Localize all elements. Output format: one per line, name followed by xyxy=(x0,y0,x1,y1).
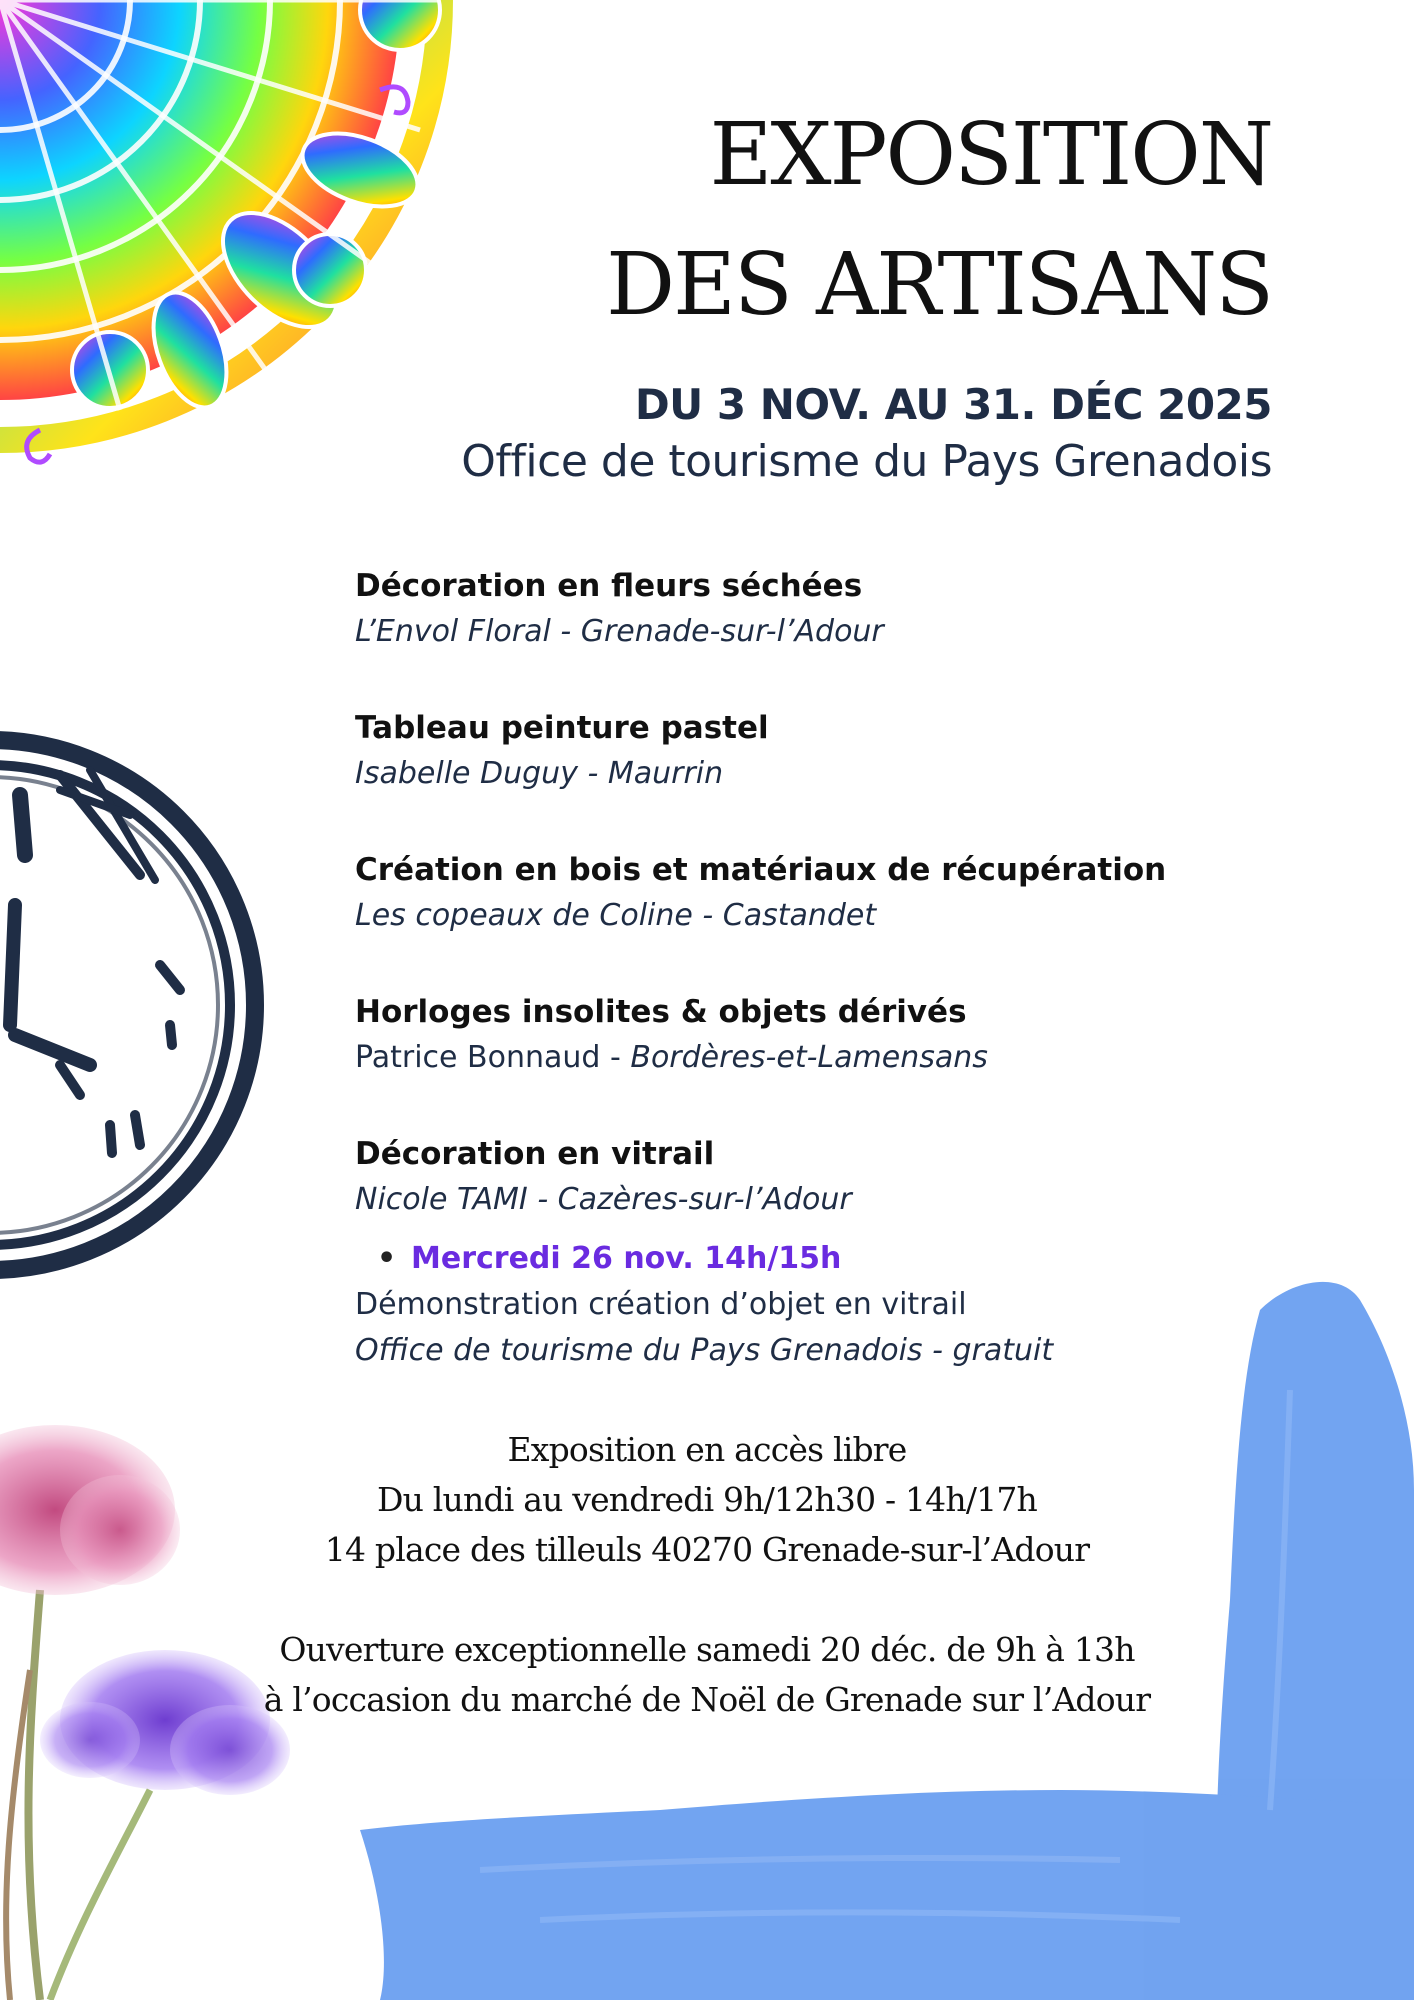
event-description: Démonstration création d’objet en vitrail xyxy=(355,1287,967,1322)
venue-name: Office de tourisme du Pays Grenadois xyxy=(461,436,1272,487)
artisan-item xyxy=(355,847,1315,939)
artisan-list xyxy=(355,563,1315,1273)
event-date-text: Mercredi 26 nov. 14h/15h xyxy=(411,1241,842,1276)
artisan-title: Tableau peinture pastel xyxy=(355,710,769,746)
artisan-title: Décoration en vitrail xyxy=(355,1136,715,1172)
event-date xyxy=(355,1236,1355,1282)
info-access: Exposition en accès libre xyxy=(507,1430,907,1469)
artisan-subtitle xyxy=(355,1035,1315,1081)
artisan-item xyxy=(355,989,1315,1081)
event-location: Office de tourisme du Pays Grenadois - gratuit xyxy=(355,1333,1054,1368)
artisan-title: Création en bois et matériaux de récupération xyxy=(355,852,1167,888)
artisan-title: Décoration en fleurs séchées xyxy=(355,568,863,604)
artisan-subtitle: Isabelle Duguy - Maurrin xyxy=(355,756,724,791)
artisan-place: Bordères-et-Lamensans xyxy=(630,1040,988,1075)
artisan-subtitle: Les copeaux de Coline - Castandet xyxy=(355,898,877,933)
artisan-item xyxy=(355,705,1315,797)
exhibition-dates: DU 3 NOV. AU 31. DÉC 2025 xyxy=(634,380,1272,429)
title-line-1: EXPOSITION xyxy=(709,105,1272,205)
artisan-subtitle: L’Envol Floral - Grenade-sur-l’Adour xyxy=(355,614,884,649)
info-address: 14 place des tilleuls 40270 Grenade-sur-l’Adour xyxy=(324,1530,1090,1569)
info-occasion: à l’occasion du marché de Noël de Grenade sur l’Adour xyxy=(263,1680,1151,1719)
artisan-name: Patrice Bonnaud - xyxy=(355,1040,631,1075)
info-special-opening: Ouverture exceptionnelle samedi 20 déc. de 9h à 13h xyxy=(279,1630,1135,1669)
title-line-2: DES ARTISANS xyxy=(606,235,1272,335)
practical-info xyxy=(0,1425,1414,1725)
artisan-title: Horloges insolites & objets dérivés xyxy=(355,994,967,1030)
artisan-item xyxy=(355,1131,1315,1223)
demonstration-event xyxy=(355,1236,1355,1374)
info-hours: Du lundi au vendredi 9h/12h30 - 14h/17h xyxy=(376,1480,1037,1519)
spacer xyxy=(0,1575,1414,1625)
artisan-subtitle: Nicole TAMI - Cazères-sur-l’Adour xyxy=(355,1182,852,1217)
clock-icon xyxy=(0,705,305,1295)
bullet-icon: • xyxy=(377,1241,397,1276)
artisan-item xyxy=(355,563,1315,655)
